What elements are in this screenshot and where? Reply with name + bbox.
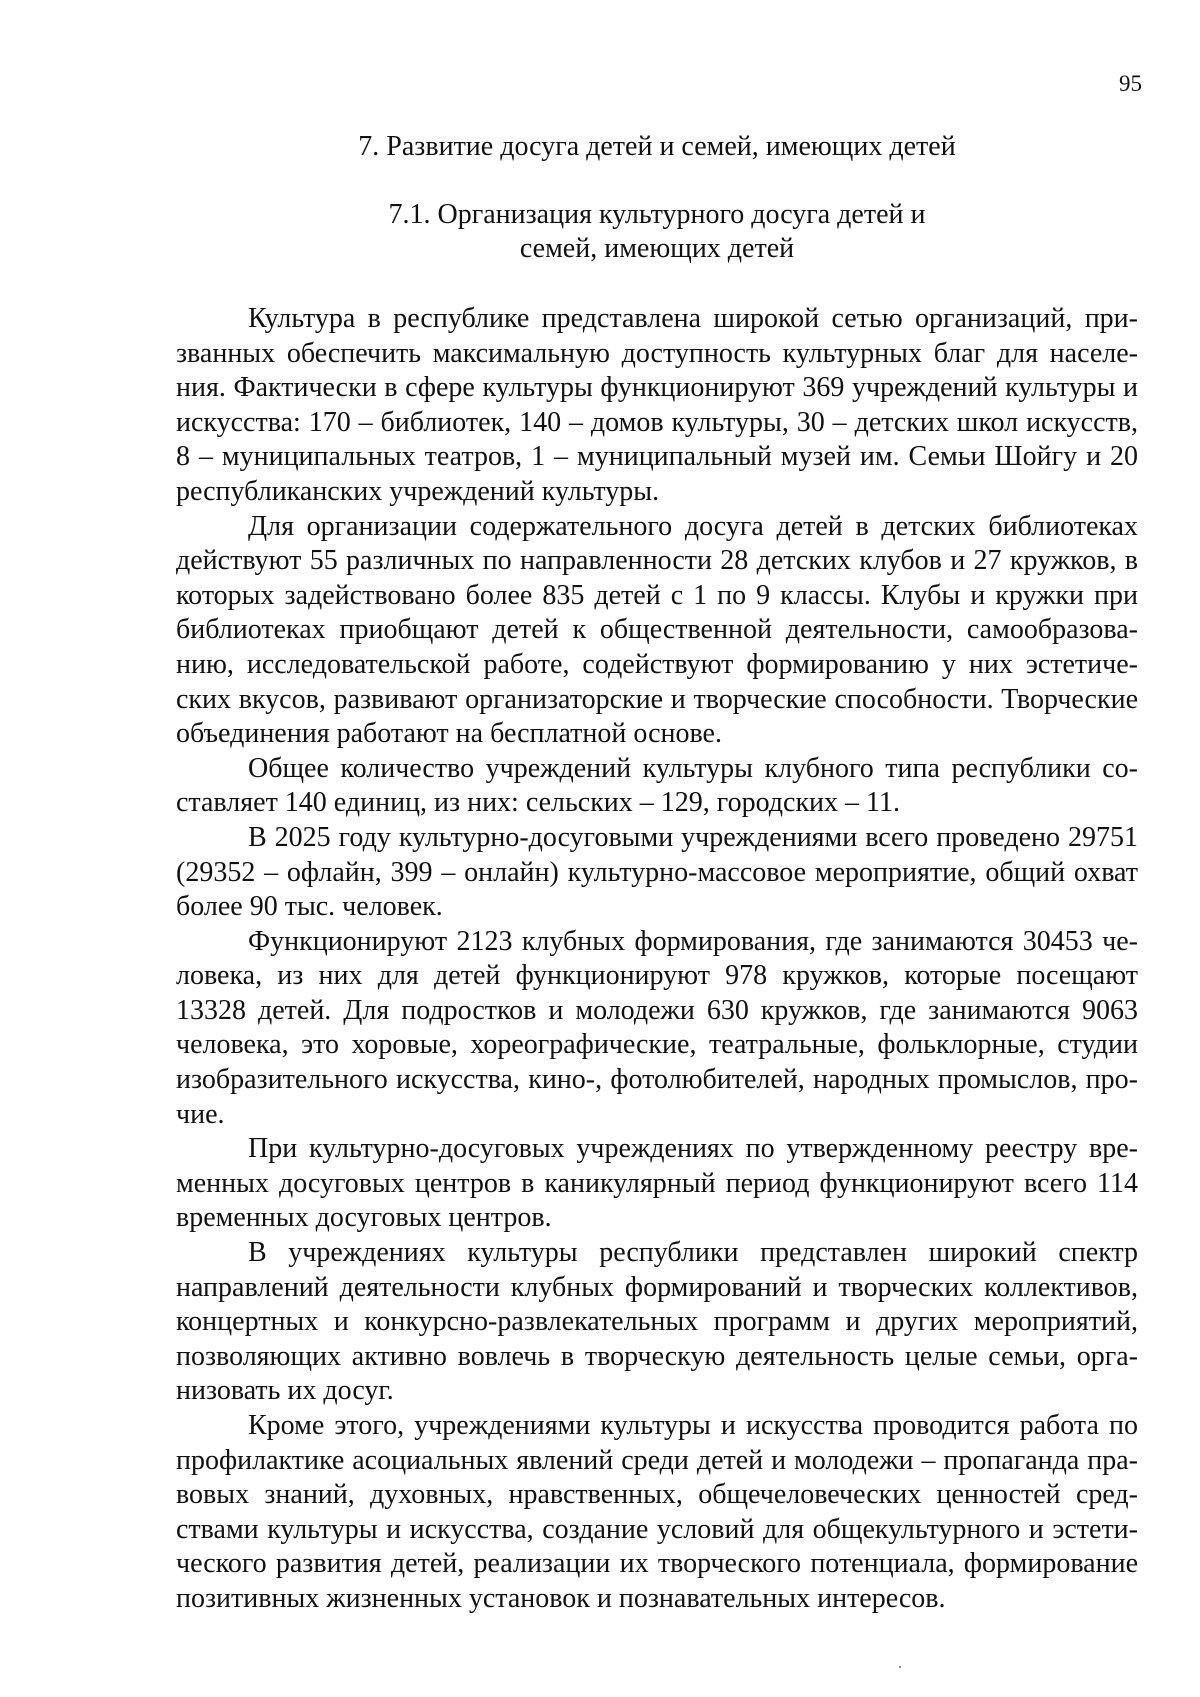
- page-number: 95: [1119, 71, 1142, 96]
- paragraph-library-clubs: Для организации содержательного досуга детей в детских библиотеках действуют 55 различных по направленности 28 детских клубов и 27 кружков, в которых задействовано более 835 детей с 1 по 9 классы. Клубы и кружки при библиотеках приобщают детей к общественной деятельности, самообразованию, исследовательской работе, содействуют формированию у них эстетических вкусов, развивают организаторские и творческие способности. Творческие объединения работают на бесплатной основе.: [176, 510, 1138, 750]
- paragraph-culture-network: Культура в республике представлена широкой сетью организаций, призванных обеспечить максимальную доступность культурных благ для населения. Фактически в сфере культуры функционируют 369 учреждений культуры и искусства: 170 – библиотек, 140 – домов культуры, 30 – детских школ искусств, 8 – муниципальных театров, 1 – муниципальный музей им. Семьи Шойгу и 20 республиканских учреждений культуры.: [176, 303, 1138, 507]
- subsection-heading: [176, 198, 1138, 266]
- paragraph-club-institutions: Общее количество учреждений культуры клубного типа республики составляет 140 единиц, из них: сельских – 129, городских – 11.: [176, 752, 1138, 819]
- scan-speck: [899, 1666, 901, 1668]
- paragraph-leisure-centers: При культурно-досуговых учреждениях по утвержденному реестру временных досуговых центров в каникулярный период функционируют всего 114 временных досуговых центров.: [176, 1133, 1138, 1234]
- paragraph-club-formations: Функционируют 2123 клубных формирования, где занимаются 30453 человека, из них для детей функционируют 978 кружков, которые посещают 13328 детей. Для подростков и молодежи 630 кружков, где занимаются 9063 человека, это хоровые, хореографические, театральные, фольклорные, студии изобразительного искусства, кино-, фотолюбителей, народных промыслов, прочие.: [176, 925, 1138, 1130]
- body-text: [176, 302, 1138, 1617]
- paragraph-events-2025: В 2025 году культурно-досуговыми учреждениями всего проведено 29751 (29352 – офлайн, 399 – онлайн) культурно-массовое мероприятие, общий охват более 90 тыс. человек.: [176, 821, 1138, 923]
- subsection-heading-line-1: 7.1. Организация культурного досуга детей и: [388, 199, 926, 230]
- paragraph-prevention: Кроме этого, учреждениями культуры и искусства проводится работа по профилактике асоциальных явлений среди детей и молодежи – пропаганда правовых знаний, духовных, нравственных, общечеловеческих ценностей средствами культуры и искусства, создание условий для общекультурного и эстетического развития детей, реализации их творческого потенциала, формирование позитивных жизненных установок и познавательных интересов.: [176, 1410, 1138, 1614]
- section-headings: [176, 130, 1138, 266]
- paragraph-family-activities: В учреждениях культуры республики представлен широкий спектр направлений деятельности клубных формирований и творческих коллективов, концертных и конкурсно-развлекательных программ и других мероприятий, позволяющих активно вовлечь в творческую деятельность целые семьи, организовать их досуг.: [176, 1237, 1138, 1407]
- chapter-heading: 7. Развитие досуга детей и семей, имеющих детей: [358, 131, 956, 162]
- subsection-heading-line-2: семей, имеющих детей: [519, 233, 795, 264]
